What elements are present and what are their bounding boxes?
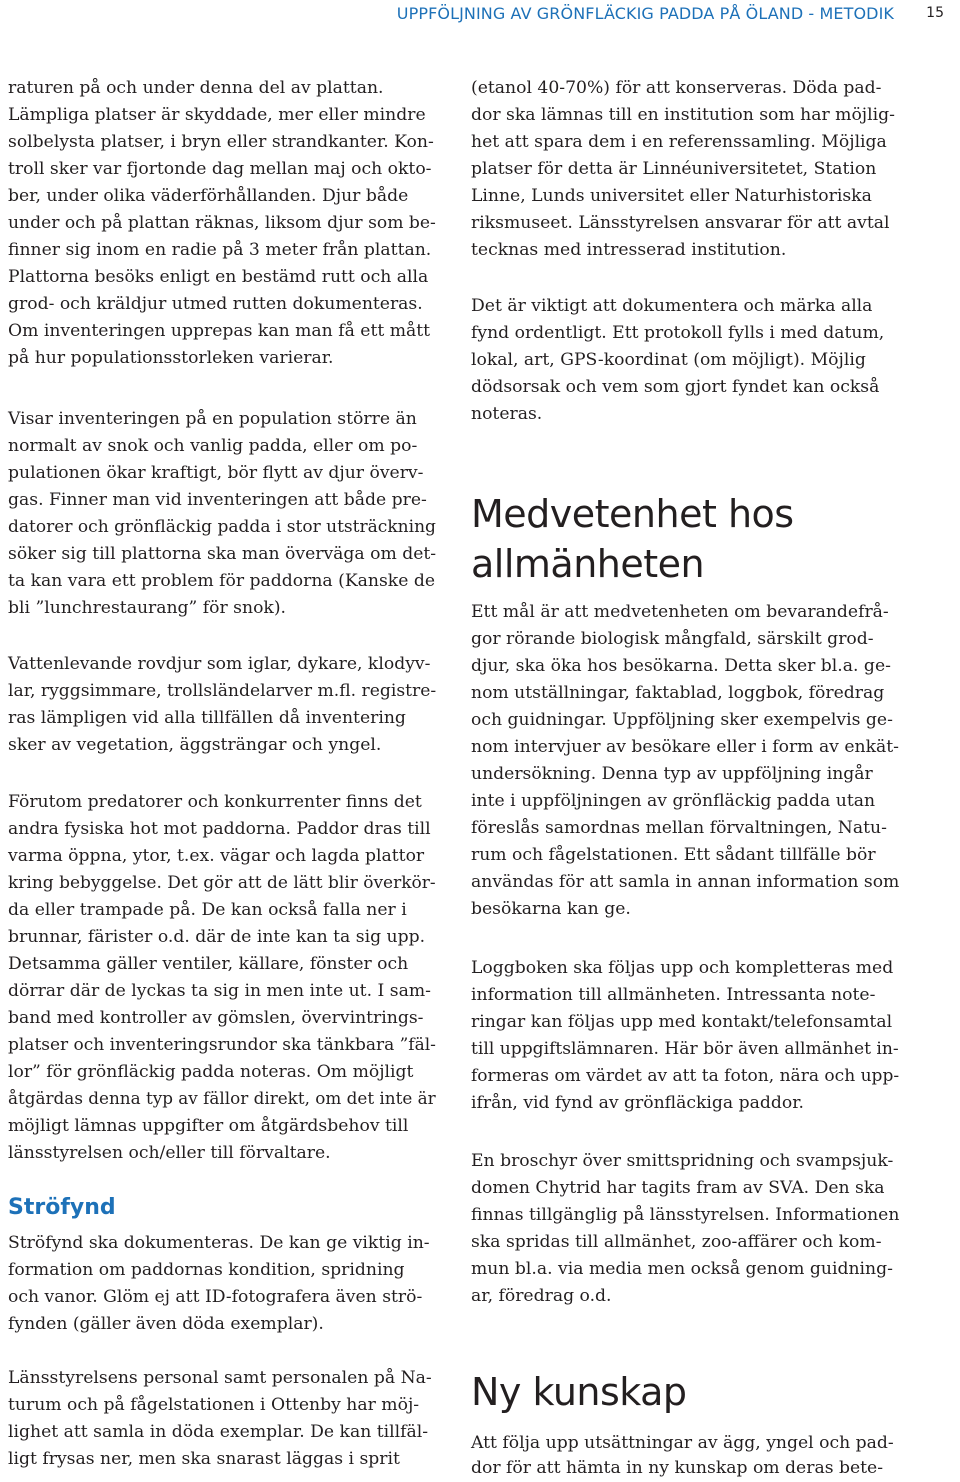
text-line: Ett mål är att medvetenheten om bevarandefrå- <box>471 602 889 622</box>
text-line: ber, under olika väderförhållanden. Djur både <box>8 186 409 206</box>
section-heading-medvetenhet: Medvetenhet hos <box>471 492 794 536</box>
text-line: besökarna kan ge. <box>471 899 631 919</box>
text-line: platser för detta är Linnéuniversitetet, Station <box>471 159 877 179</box>
text-line: platser och inventeringsrundor ska tänkbara ”fäl- <box>8 1035 436 1055</box>
text-line: dor ska lämnas till en institution som har möjlig- <box>471 105 895 125</box>
text-line: tecknas med intresserad institution. <box>471 240 787 260</box>
text-line: domen Chytrid har tagits fram av SVA. Den ska <box>471 1178 885 1198</box>
text-line: fynd ordentligt. Ett protokoll fylls i med datum, <box>471 323 885 343</box>
text-line: solbelysta platser, i bryn eller strandkanter. Kon- <box>8 132 434 152</box>
text-line: på hur populationsstorleken varierar. <box>8 348 334 368</box>
text-line: nom utställningar, faktablad, loggbok, föredrag <box>471 683 885 703</box>
text-line: ifrån, vid fynd av grönfläckiga paddor. <box>471 1093 805 1113</box>
text-line: varma öppna, ytor, t.ex. vägar och lagda plattor <box>8 846 425 866</box>
text-line: användas för att samla in annan information som <box>471 872 900 892</box>
text-line: söker sig till plattorna ska man överväga om det- <box>8 544 437 564</box>
text-line: mun bl.a. via media men också genom guidning- <box>471 1259 893 1279</box>
text-line: En broschyr över smittspridning och svampsjuk- <box>471 1151 894 1171</box>
text-line: finnas tillgänglig på länsstyrelsen. Informationen <box>471 1205 900 1225</box>
text-line: dor för att hämta in ny kunskap om deras bete- <box>471 1458 884 1478</box>
text-line: finner sig inom en radie på 3 meter från plattan. <box>8 240 432 260</box>
text-line: Om inventeringen upprepas kan man få ett mått <box>8 321 431 341</box>
text-line: troll sker var fjortonde dag mellan maj och okto- <box>8 159 432 179</box>
text-line: normalt av snok och vanlig padda, eller om po- <box>8 436 418 456</box>
section-heading-ny-kunskap: Ny kunskap <box>471 1370 687 1414</box>
text-line: Länsstyrelsens personal samt personalen på Na- <box>8 1368 432 1388</box>
text-line: Detsamma gäller ventiler, källare, fönster och <box>8 954 409 974</box>
text-line: Att följa upp utsättningar av ägg, yngel och pad- <box>471 1433 894 1453</box>
text-line: band med kontroller av gömslen, övervintrings- <box>8 1008 424 1028</box>
text-line: (etanol 40-70%) för att konserveras. Döda pad- <box>471 78 882 98</box>
text-line: da eller trampade på. De kan också falla ner i <box>8 900 407 920</box>
text-line: djur, ska öka hos besökarna. Detta sker bl.a. ge- <box>471 656 891 676</box>
page-number: 15 <box>926 5 944 21</box>
text-line: och vanor. Glöm ej att ID-fotografera även strö- <box>8 1287 423 1307</box>
text-line: möjligt lämnas uppgifter om åtgärdsbehov till <box>8 1116 409 1136</box>
text-line: information till allmänheten. Intressanta note- <box>471 985 876 1005</box>
text-line: Lämpliga platser är skyddade, mer eller mindre <box>8 105 426 125</box>
running-header <box>0 4 960 24</box>
text-line: Plattorna besöks enligt en bestämd rutt och alla <box>8 267 429 287</box>
text-line: lor” för grönfläckig padda noteras. Om möjligt <box>8 1062 414 1082</box>
text-line: andra fysiska hot mot paddorna. Paddor dras till <box>8 819 431 839</box>
text-line: nom intervjuer av besökare eller i form av enkät- <box>471 737 899 757</box>
text-line: raturen på och under denna del av plattan. <box>8 78 384 98</box>
text-line: dödsorsak och vem som gjort fyndet kan också <box>471 377 880 397</box>
text-line: till uppgiftslämnaren. Här bör även allmänhet in- <box>471 1039 899 1059</box>
text-line: kring bebyggelse. Det gör att de lätt blir överkör- <box>8 873 436 893</box>
section-heading-medvetenhet-line2: allmänheten <box>471 542 705 586</box>
text-line: bli ”lunchrestaurang” för snok). <box>8 598 287 618</box>
text-line: dörrar där de lyckas ta sig in men inte ut. I sam- <box>8 981 431 1001</box>
text-line: ska spridas till allmänhet, zoo-affärer och kom- <box>471 1232 882 1252</box>
text-line: Det är viktigt att dokumentera och märka alla <box>471 296 873 316</box>
running-title: UPPFÖLJNING AV GRÖNFLÄCKIG PADDA PÅ ÖLAND - METODIK <box>396 4 894 23</box>
text-line: ar, föredrag o.d. <box>471 1286 612 1306</box>
text-line: riksmuseet. Länsstyrelsen ansvarar för att avtal <box>471 213 890 233</box>
text-line: grod- och kräldjur utmed rutten dokumenteras. <box>8 294 423 314</box>
text-line: och guidningar. Uppföljning sker exempelvis ge- <box>471 710 893 730</box>
text-line: undersökning. Denna typ av uppföljning ingår <box>471 764 873 784</box>
text-line: Visar inventeringen på en population större än <box>8 409 417 429</box>
text-line: inte i uppföljningen av grönfläckig padda utan <box>471 791 876 811</box>
text-line: datorer och grönfläckig padda i stor utsträckning <box>8 517 436 537</box>
text-line: lokal, art, GPS-koordinat (om möjligt). Möjlig <box>471 350 866 370</box>
text-line: ras lämpligen vid alla tillfällen då inventering <box>8 708 406 728</box>
text-line: föreslås samordnas mellan förvaltningen, Natu- <box>471 818 887 838</box>
text-line: gor rörande biologisk mångfald, särskilt grod- <box>471 629 874 649</box>
text-line: Ströfynd ska dokumenteras. De kan ge viktig in- <box>8 1233 430 1253</box>
text-line: gas. Finner man vid inventeringen att både pre- <box>8 490 427 510</box>
text-line: ta kan vara ett problem för paddorna (Kanske de <box>8 571 436 591</box>
text-line: ringar kan följas upp med kontakt/telefonsamtal <box>471 1012 893 1032</box>
text-line: pulationen ökar kraftigt, bör flytt av djur överv- <box>8 463 424 483</box>
text-line: het att spara dem i en referenssamling. Möjliga <box>471 132 887 152</box>
text-line: sker av vegetation, äggsträngar och yngel. <box>8 735 382 755</box>
text-line: åtgärdas denna typ av fällor direkt, om det inte är <box>8 1089 436 1109</box>
text-line: Linne, Lunds universitet eller Naturhistoriska <box>471 186 872 206</box>
text-line: brunnar, färister o.d. där de inte kan ta sig upp. <box>8 927 426 947</box>
text-line: ligt frysas ner, men ska snarast läggas i sprit <box>8 1449 400 1469</box>
text-line: Loggboken ska följas upp och kompletteras med <box>471 958 894 978</box>
text-line: formation om paddornas kondition, spridning <box>8 1260 405 1280</box>
text-line: rum och fågelstationen. Ett sådant tillfälle bör <box>471 845 876 865</box>
section-heading-strofynd: Ströfynd <box>8 1195 116 1220</box>
text-line: Förutom predatorer och konkurrenter finns det <box>8 792 422 812</box>
text-line: fynden (gäller även döda exemplar). <box>8 1314 324 1334</box>
text-line: under och på plattan räknas, liksom djur som be- <box>8 213 436 233</box>
text-line: turum och på fågelstationen i Ottenby har möj- <box>8 1395 420 1415</box>
text-line: noteras. <box>471 404 543 424</box>
text-line: Vattenlevande rovdjur som iglar, dykare, klodyv- <box>8 654 431 674</box>
text-line: lighet att samla in döda exemplar. De kan tillfäl- <box>8 1422 429 1442</box>
text-line: formeras om värdet av att ta foton, nära och upp- <box>471 1066 900 1086</box>
text-line: lar, ryggsimmare, trollsländelarver m.fl. registre- <box>8 681 437 701</box>
text-line: länsstyrelsen och/eller till förvaltare. <box>8 1143 331 1163</box>
